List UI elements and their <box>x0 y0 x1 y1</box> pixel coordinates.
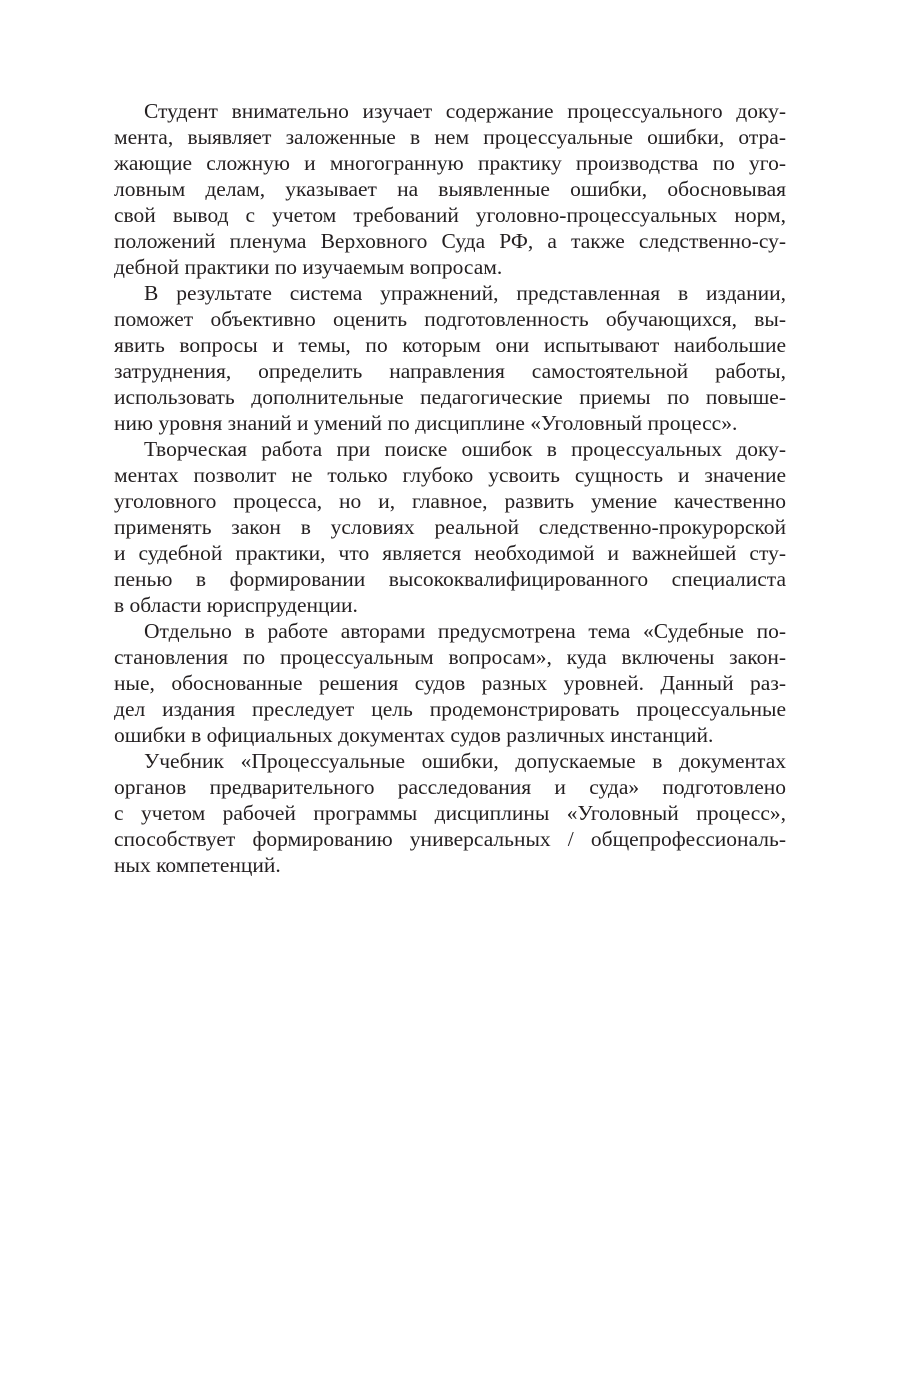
text-line: жающие сложную и многогранную практику производства по уго- <box>114 151 786 175</box>
text-line: явить вопросы и темы, по которым они испытывают наибольшие <box>114 333 786 357</box>
text-line: дел издания преследует цель продемонстрировать процессуальные <box>114 697 786 721</box>
text-line: ошибки в официальных документах судов различных инстанций. <box>114 723 714 747</box>
text-line: применять закон в условиях реальной следственно-прокурорской <box>114 515 786 539</box>
text-line: Отдельно в работе авторами предусмотрена тема «Судебные по- <box>144 619 786 643</box>
paragraph-2 <box>114 280 786 436</box>
text-line: ные, обоснованные решения судов разных уровней. Данный раз- <box>114 671 786 695</box>
text-line: в области юриспруденции. <box>114 593 358 617</box>
text-line: ловным делам, указывает на выявленные ошибки, обосновывая <box>114 177 786 201</box>
text-line: уголовного процесса, но и, главное, развить умение качественно <box>114 489 786 513</box>
text-line: Учебник «Процессуальные ошибки, допускаемые в документах <box>144 749 786 773</box>
text-line: затруднения, определить направления самостоятельной работы, <box>114 359 786 383</box>
text-line: положений пленума Верховного Суда РФ, а также следственно-су- <box>114 229 786 253</box>
text-line: использовать дополнительные педагогические приемы по повыше- <box>114 385 786 409</box>
paragraph-5 <box>114 748 786 878</box>
text-line: дебной практики по изучаемым вопросам. <box>114 255 503 279</box>
text-line: становления по процессуальным вопросам», куда включены закон- <box>114 645 786 669</box>
text-line: Студент внимательно изучает содержание процессуального доку- <box>144 99 786 123</box>
text-line: с учетом рабочей программы дисциплины «Уголовный процесс», <box>114 801 786 825</box>
paragraph-1 <box>114 98 786 280</box>
text-line: органов предварительного расследования и суда» подготовлено <box>114 775 786 799</box>
text-line: свой вывод с учетом требований уголовно-процессуальных норм, <box>114 203 786 227</box>
text-line: В результате система упражнений, представленная в издании, <box>144 281 786 305</box>
text-line: способствует формированию универсальных / общепрофессиональ- <box>114 827 786 851</box>
paragraph-3 <box>114 436 786 618</box>
paragraph-4 <box>114 618 786 748</box>
text-line: и судебной практики, что является необходимой и важнейшей сту- <box>114 541 786 565</box>
text-line: пенью в формировании высококвалифицированного специалиста <box>114 567 786 591</box>
text-line: поможет объективно оценить подготовленность обучающихся, вы- <box>114 307 786 331</box>
text-line: мента, выявляет заложенные в нем процессуальные ошибки, отра- <box>114 125 786 149</box>
text-line: ментах позволит не только глубоко усвоить сущность и значение <box>114 463 786 487</box>
text-line: нию уровня знаний и умений по дисциплине «Уголовный процесс». <box>114 411 738 435</box>
text-line: ных компетенций. <box>114 853 281 877</box>
text-line: Творческая работа при поиске ошибок в процессуальных доку- <box>144 437 786 461</box>
